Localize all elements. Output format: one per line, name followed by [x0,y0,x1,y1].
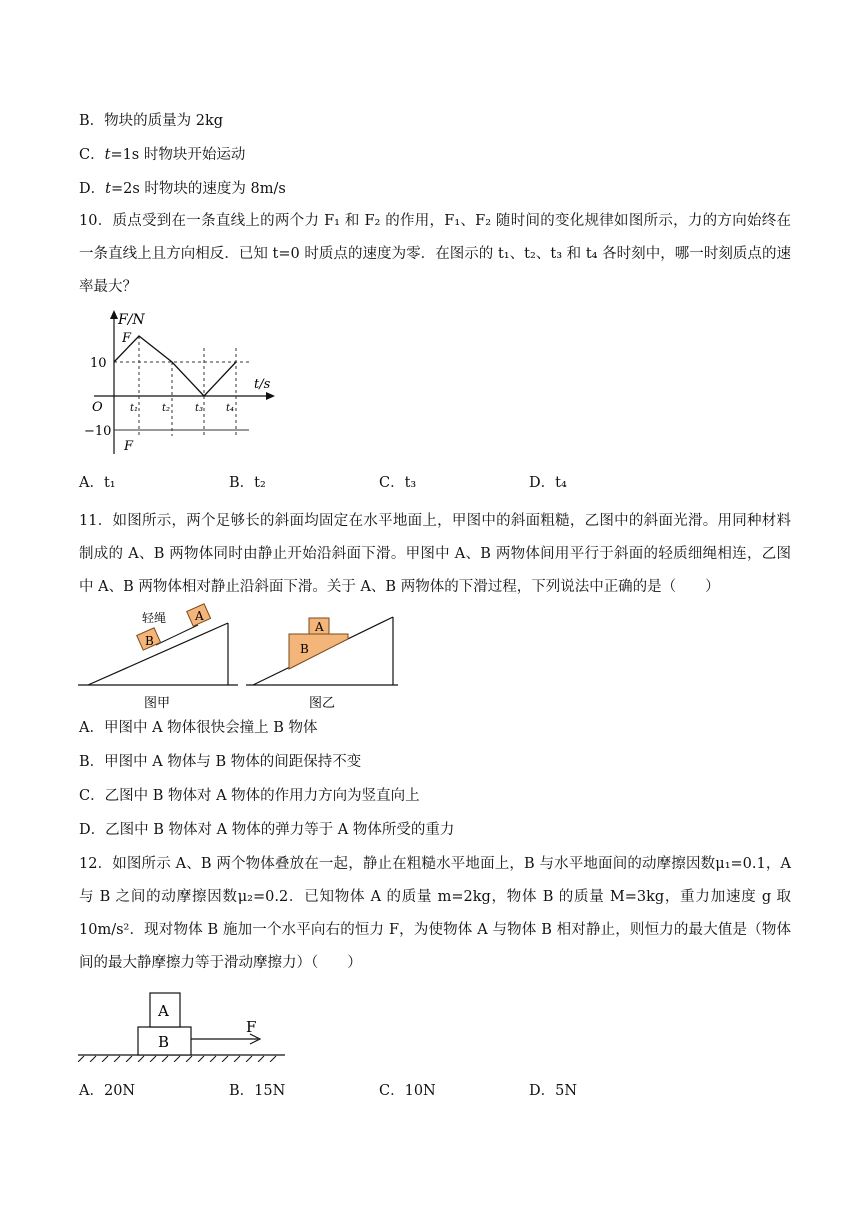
fig-left-label-a: A [195,609,204,623]
q12-label-a: A [158,1002,169,1020]
q11-stem: 11．如图所示，两个足够长的斜面均固定在水平地面上，甲图中的斜面粗糙，乙图中的斜面光滑。用同种材料制成的 A、B 两物体同时由静止开始沿斜面下滑。甲图中 A、B 两物体间用平行于斜面的轻质细绳相连，乙图中 A、B 两物体相对静止沿斜面下滑。关于 A、B 两物体的下滑过程，下列说法中正确的是（ ） [79,513,791,595]
q10-option-c: C．t₃ [379,475,417,491]
graph-x-axis-label: t/s [254,377,271,392]
q12-stem: 12．如图所示 A、B 两个物体叠放在一起，静止在粗糙水平地面上，B 与水平地面间的动摩擦因数μ₁=0.1，A 与 B 之间的动摩擦因数μ₂=0.2．已知物体 A 的质量 m=2kg，物体 B 的质量 M=3kg，重力加速度 g 取 10m/s²．现对物体 B 施加一个水平向右的恒力 F，为使物体 A 与物体 B 相对静止，则恒力的最大值是（物体间的最大静摩擦力等于滑动摩擦力）（ ） [79,856,791,971]
graph-origin-label: O [92,400,103,415]
q9-option-c-text: =1s 时物块开始运动 [110,147,246,163]
q12-stacked-blocks-figure [78,990,293,1062]
q12-option-d: D．5N [529,1083,578,1099]
q10-option-b: B．t₂ [229,475,266,491]
q12-label-b: B [158,1033,170,1051]
graph-t3-label: t₃ [195,403,204,414]
graph-y-axis-label: F/N [118,312,145,328]
q11-option-c: C．乙图中 B 物体对 A 物体的作用力方向为竖直向上 [79,788,420,804]
q12-option-b: B．15N [229,1083,286,1099]
q10-options [79,473,791,493]
q9-option-b: B．物块的质量为 2kg [79,113,224,129]
fig-right-label-b: B [300,642,309,656]
q11-incline-figures [78,603,403,711]
graph-lower-force-label: F [124,439,134,454]
fig-left-label-b: B [145,634,154,648]
q9-option-d-text: =2s 时物块的速度为 8m/s [110,181,286,197]
graph-tick-10: 10 [90,356,107,371]
q9-option-c-prefix: C． [79,147,105,163]
q9-option-d-prefix: D． [79,181,106,197]
fig-right-block-b [289,634,348,669]
graph-tick-neg10: −10 [84,424,112,439]
q9-option-d-var: t [105,181,111,197]
fig-left-caption: 图甲 [144,696,171,711]
q11-option-b: B．甲图中 A 物体与 B 物体的间距保持不变 [79,754,362,770]
graph-t1-label: t₁ [130,403,139,414]
fig-left-rope-label: 轻绳 [142,611,167,625]
graph-t2-label: t₂ [162,403,171,414]
q10-option-a: A．t₁ [79,475,116,491]
q12-option-a: A．20N [79,1083,136,1099]
q12-option-c: C．10N [379,1083,436,1099]
q9-option-c-var: t [104,147,111,163]
q11-option-a: A．甲图中 A 物体很快会撞上 B 物体 [79,720,318,736]
graph-upper-force-label: F [122,331,132,346]
q10-force-time-graph [84,304,284,464]
q10-stem: 10．质点受到在一条直线上的两个力 F₁ 和 F₂ 的作用，F₁、F₂ 随时间的变化规律如图所示，力的方向始终在一条直线上且方向相反．已知 t=0 时质点的速度为零．在图示的 t₁、t₂、t₃ 和 t₄ 各时刻中，哪一时刻质点的速率最大？ [79,213,791,295]
graph-t4-label: t₄ [226,403,235,414]
q11-option-d: D．乙图中 B 物体对 A 物体的弹力等于 A 物体所受的重力 [79,822,455,838]
q10-option-d: D．t₄ [529,475,567,491]
fig-right-caption: 图乙 [309,696,336,711]
q9-option-d [79,179,286,199]
q12-options [79,1081,791,1101]
fig-right-label-a: A [315,620,324,634]
q12-force-label: F [246,1018,257,1036]
q9-option-c [79,145,245,165]
